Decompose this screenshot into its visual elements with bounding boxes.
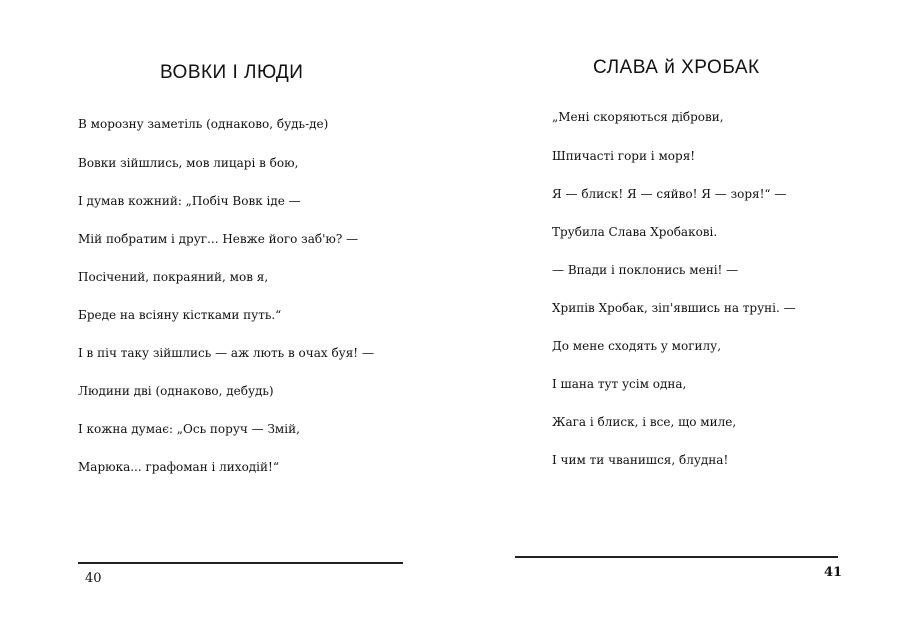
poem-line: І чим ти чванишся, блудна! — [552, 453, 729, 468]
poem-line: Шпичасті гори і моря! — [552, 148, 696, 163]
page-number: 40 — [85, 571, 102, 586]
poem-line: Хрипів Хробак, зіп'явшись на труні. — — [552, 300, 796, 315]
poem-line: Вовки зійшлись, мов лицарі в бою, — [78, 155, 299, 170]
footer-rule — [78, 562, 403, 564]
poem-line: До мене сходять у могилу, — [552, 339, 722, 354]
page-number: 41 — [824, 565, 843, 580]
poem-line: І кожна думає: „Ось поруч — Змій, — [78, 422, 300, 437]
poem-title: ВОВКИ І ЛЮДИ — [160, 62, 304, 83]
poem-line: „Мені скоряються діброви, — [552, 110, 724, 125]
poem-line: Марюка... графоман і лиходій!“ — [78, 460, 279, 475]
poem-title: СЛАВА й ХРОБАК — [593, 57, 760, 78]
poem-line: Жага і блиск, і все, що миле, — [552, 415, 737, 430]
poem-line: І в піч таку зійшлись — аж лють в очах буя! — — [78, 346, 374, 361]
poem-line: — Впади і поклонись мені! — — [552, 262, 739, 277]
poem-line: Мій побратим і друг... Невже його заб'ю? — — [78, 231, 359, 246]
poem-body — [78, 93, 374, 500]
poem-line: Бреде на всіяну кістками путь.“ — [78, 307, 282, 322]
poem-line: В морозну заметіль (однаково, будь-де) — [78, 117, 329, 132]
poem-line: І думав кожний: „Побіч Вовк іде — — [78, 193, 301, 208]
poem-line: Людини дві (однаково, дебудь) — [78, 384, 274, 399]
poem-body — [552, 86, 796, 493]
footer-rule — [515, 556, 838, 558]
poem-line: Я — блиск! Я — сяйво! Я — зоря!“ — — [552, 186, 787, 201]
poem-line: Посічений, покраяний, мов я, — [78, 269, 269, 284]
poem-line: Трубила Слава Хробакові. — [552, 224, 718, 239]
poem-line: І шана тут усім одна, — [552, 377, 687, 392]
